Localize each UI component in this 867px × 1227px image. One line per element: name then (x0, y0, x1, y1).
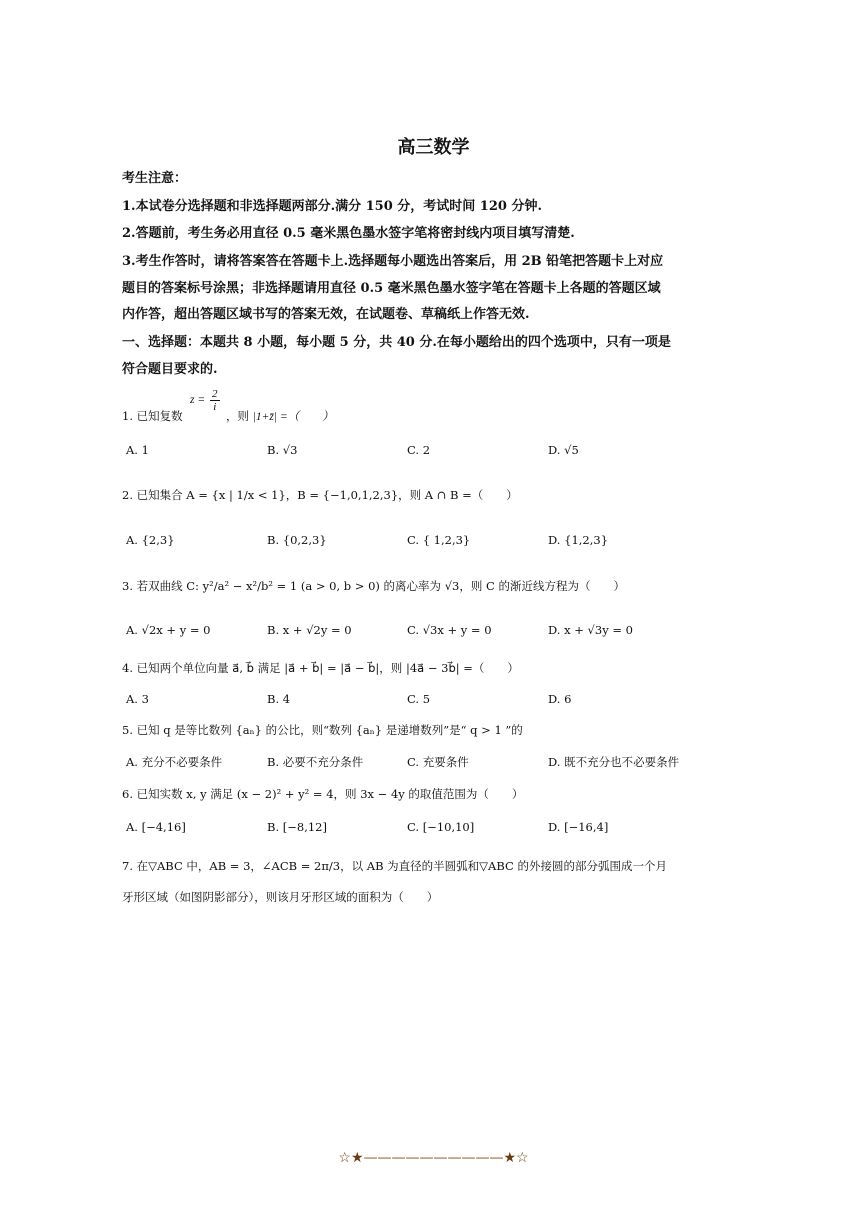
footer-stars-right: ★☆ (503, 1150, 529, 1166)
notice-item-3: 3.考生作答时，请将答案答在答题卡上.选择题每小题选出答案后，用 2B 铅笔把答题卡上对应 (122, 254, 664, 269)
question-1-formula: z = $\frac{2}{i}$ (190, 388, 218, 413)
q5-option-c[interactable]: C. 充要条件 (407, 755, 469, 769)
question-5-stem: 5. 已知 q 是等比数列 {aₙ} 的公比，则“数列 {aₙ} 是递增数列”是“ q > 1 ”的 (122, 723, 523, 737)
question-7-stem-cont: 牙形区域（如图阴影部分），则该月牙形区域的面积为（ ） (122, 890, 439, 904)
q2-option-a[interactable]: A. {2,3} (126, 533, 175, 547)
notice-item-2: 2.答题前，考生务必用直径 0.5 毫米黑色墨水签字笔将密封线内项目填写清楚. (122, 226, 575, 241)
q3-option-b[interactable]: B. x + √2y = 0 (267, 623, 352, 637)
section-heading: 一、选择题：本题共 8 小题，每小题 5 分，共 40 分.在每小题给出的四个选项中，只有一项是 (122, 335, 671, 350)
q3-option-c[interactable]: C. √3x + y = 0 (407, 623, 492, 637)
q5-option-b[interactable]: B. 必要不充分条件 (267, 755, 364, 769)
q5-option-d[interactable]: D. 既不充分也不必要条件 (548, 755, 680, 769)
q4-option-c[interactable]: C. 5 (407, 692, 431, 706)
q6-option-b[interactable]: B. [−8,12] (267, 820, 327, 834)
notice-heading: 考生注意： (122, 171, 188, 186)
q1-option-a[interactable]: A. 1 (126, 443, 149, 457)
q4-option-a[interactable]: A. 3 (126, 692, 149, 706)
question-6-stem: 6. 已知实数 x, y 满足 (x − 2)² + y² = 4，则 3x − 4y 的取值范围为（ ） (122, 787, 524, 801)
notice-item-1: 1.本试卷分选择题和非选择题两部分.满分 150 分，考试时间 120 分钟. (122, 199, 542, 214)
q6-option-a[interactable]: A. [−4,16] (126, 820, 186, 834)
question-2-stem: 2. 已知集合 A = {x | 1/x < 1}，B = {−1,0,1,2,3}，则 A ∩ B =（ ） (122, 488, 518, 502)
q5-option-a[interactable]: A. 充分不必要条件 (126, 755, 223, 769)
notice-item-3-end: 内作答，超出答题区域书写的答案无效，在试题卷、草稿纸上作答无效. (122, 307, 530, 322)
q1-option-c[interactable]: C. 2 (407, 443, 431, 457)
q2-option-c[interactable]: C. { 1,2,3} (407, 533, 471, 547)
q4-option-b[interactable]: B. 4 (267, 692, 291, 706)
page-title: 高三数学 (397, 137, 470, 158)
q2-option-b[interactable]: B. {0,2,3} (267, 533, 327, 547)
q6-option-c[interactable]: C. [−10,10] (407, 820, 475, 834)
question-4-stem: 4. 已知两个单位向量 a⃗, b⃗ 满足 |a⃗ + b⃗| = |a⃗ − b⃗|，则 |4a⃗ − 3b⃗| =（ ） (122, 661, 519, 675)
q1-option-b[interactable]: B. √3 (267, 443, 298, 457)
q6-option-d[interactable]: D. [−16,4] (548, 820, 609, 834)
q3-option-d[interactable]: D. x + √3y = 0 (548, 623, 633, 637)
question-1-stem-end: ，则 |1+z̄| =（ ） (226, 409, 334, 423)
footer-line: —————————— (363, 1150, 504, 1166)
page-footer-ornament (0, 1150, 867, 1166)
footer-stars-left: ☆★ (338, 1150, 364, 1166)
question-1-stem-start: 1. 已知复数 (122, 409, 183, 423)
q1-option-d[interactable]: D. √5 (548, 443, 579, 457)
notice-item-3-cont: 题目的答案标号涂黑；非选择题请用直径 0.5 毫米黑色墨水签字笔在答题卡上各题的答题区域 (122, 281, 661, 296)
question-7-stem: 7. 在▽ABC 中，AB = 3，∠ACB = 2π/3，以 AB 为直径的半圆弧和▽ABC 的外接圆的部分弧围成一个月 (122, 859, 667, 873)
question-3-stem: 3. 若双曲线 C: y²/a² − x²/b² = 1 (a > 0, b > 0) 的离心率为 √3，则 C 的渐近线方程为（ ） (122, 579, 625, 593)
q4-option-d[interactable]: D. 6 (548, 692, 572, 706)
q2-option-d[interactable]: D. {1,2,3} (548, 533, 609, 547)
q3-option-a[interactable]: A. √2x + y = 0 (126, 623, 211, 637)
section-heading-cont: 符合题目要求的. (122, 362, 218, 377)
